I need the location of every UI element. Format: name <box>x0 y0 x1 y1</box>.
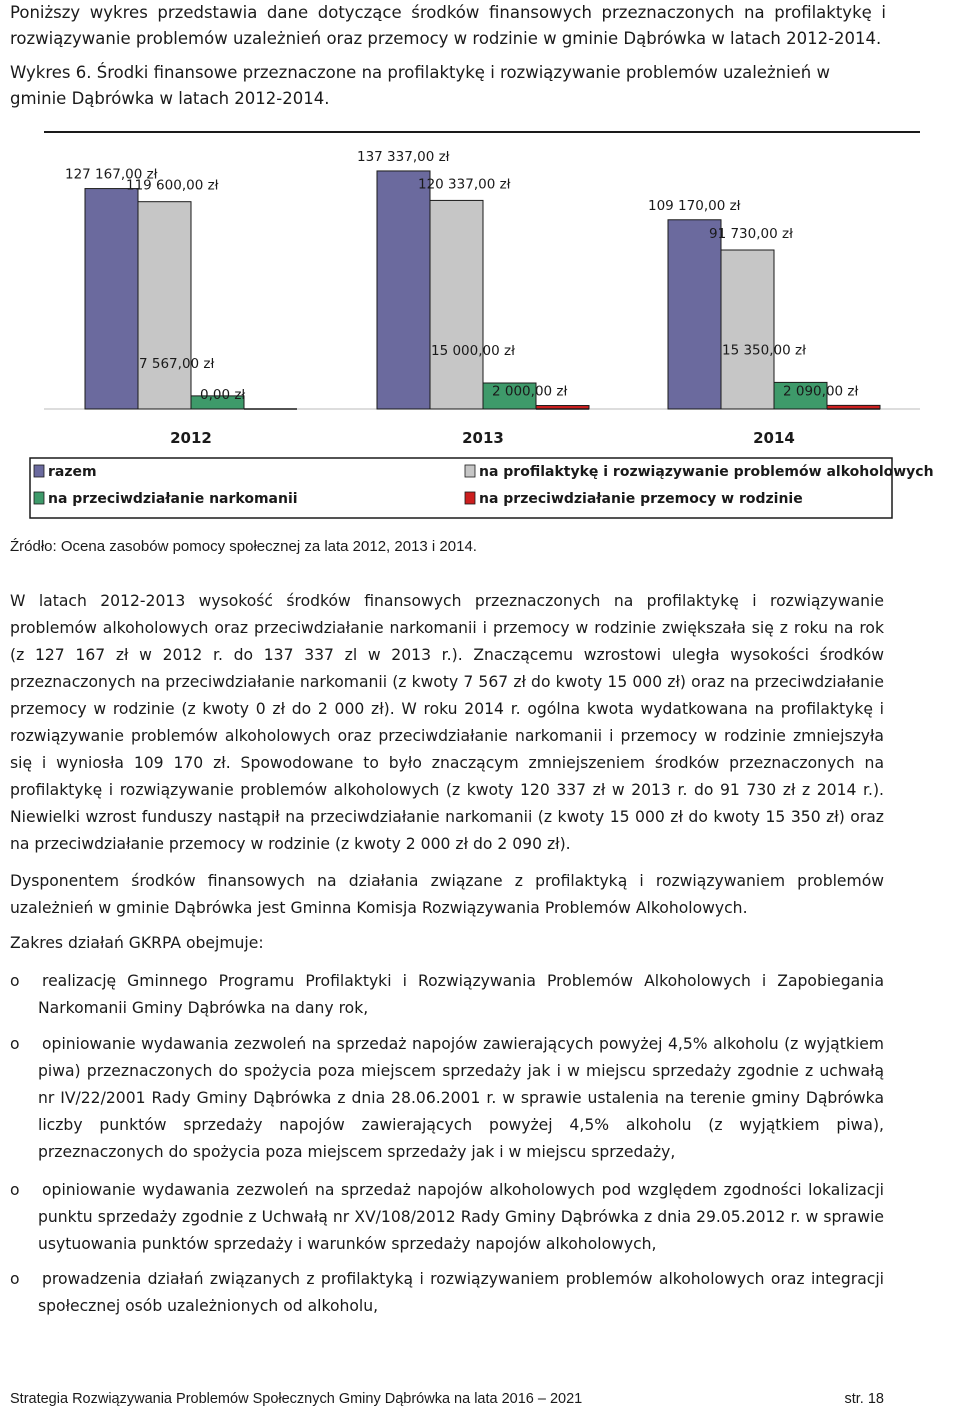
data-label-przemoc-2013: 2 000,00 zł <box>492 383 568 400</box>
x-tick-2012: 2012 <box>170 429 212 447</box>
paragraph-dysponent: Dysponentem środków finansowych na działania związane z profilaktyką i rozwiązywaniem problemów uzależnień w gminie Dąbrówka jest Gminna Komisja Rozwiązywania Problemów Alkoholowych. <box>10 872 884 917</box>
intro-paragraph: Poniższy wykres przedstawia dane dotyczące środków finansowych przeznaczonych na profilaktykę i rozwiązywanie problemów uzależnień oraz przemocy w rodzinie w gminie Dąbrówka w latach 2012-2014. <box>10 3 886 48</box>
list-bullet: o <box>10 1181 20 1199</box>
legend <box>34 464 934 507</box>
list-item <box>10 1266 884 1320</box>
data-label-przemoc-2012: 0,00 zł <box>200 387 246 403</box>
list-bullet: o <box>10 1270 20 1288</box>
bar-razem-2013 <box>377 171 430 409</box>
legend-swatch-przemoc <box>465 492 475 504</box>
list-item-text: opiniowanie wydawania zezwoleń na sprzedaż napojów zawierających powyżej 4,5% alkoholu (z wyjątkiem piwa) przeznaczonych do spożycia poza miejscem sprzedaży jak i w miejscu sprzedaży zgodnie z uchwałą nr IV/22/2001 Rady Gminy Dąbrówka z dnia 28.06.2001 r. w sprawie ustalenia na terenie gminy Dąbrówka liczby punktów sprzedaży napojów zawierających powyżej 4,5% alkoholu (z wyjątkiem piwa), przeznaczonych do spożycia poza miejscem sprzedaży jak i w miejscu sprzedaży, <box>38 1035 884 1161</box>
list-item-text: opiniowanie wydawania zezwoleń na sprzedaż napojów alkoholowych pod względem zgodności lokalizacji punktu sprzedaży zgodnie z Uchwałą nr XV/108/2012 Rady Gminy Dąbrówka z dnia 29.05.2012 r. w sprawie usytuowania punktów sprzedaży i warunków sprzedaży napojów alkoholowych, <box>38 1181 884 1253</box>
legend-label-przemoc: na przeciwdziałanie przemocy w rodzinie <box>479 491 803 507</box>
list-bullet: o <box>10 1035 20 1053</box>
bars-layer <box>85 171 880 409</box>
list-item-text: realizację Gminnego Programu Profilaktyki i Rozwiązywania Problemów Alkoholowych i Zapobiegania Narkomanii Gminy Dąbrówka na dany rok, <box>38 972 884 1017</box>
legend-swatch-alkohol <box>465 465 475 477</box>
data-label-narkomania-2014: 15 350,00 zł <box>722 342 806 359</box>
bar-alkohol-2014 <box>721 250 774 409</box>
list-item <box>10 1177 884 1258</box>
legend-label-narkomania: na przeciwdziałanie narkomanii <box>48 491 298 507</box>
legend-label-razem: razem <box>48 464 97 480</box>
list-item <box>10 968 884 1022</box>
list-item <box>10 1031 884 1166</box>
page-number: str. 18 <box>844 1391 884 1407</box>
chart-source: Źródło: Ocena zasobów pomocy społecznej za lata 2012, 2013 i 2014. <box>10 538 477 555</box>
bar-alkohol-2012 <box>138 202 191 409</box>
data-label-alkohol-2013: 120 337,00 zł <box>418 176 511 193</box>
x-tick-labels <box>170 429 795 447</box>
legend-swatch-razem <box>34 465 44 477</box>
data-label-narkomania-2013: 15 000,00 zł <box>431 343 515 359</box>
x-tick-2013: 2013 <box>462 429 504 447</box>
list-bullet: o <box>10 972 20 990</box>
bar-chart <box>0 128 960 528</box>
page-footer <box>10 1391 884 1407</box>
data-label-razem-2012: 127 167,00 zł <box>65 166 158 183</box>
data-label-narkomania-2012: 7 567,00 zł <box>139 355 215 372</box>
data-label-przemoc-2014: 2 090,00 zł <box>783 383 859 400</box>
paragraph-summary: W latach 2012-2013 wysokość środków finansowych przeznaczonych na profilaktykę i rozwiązywanie problemów alkoholowych oraz przeciwdziałanie narkomanii i przemocy w rodzinie zwiększała się z roku na rok (z 127 167 zł w 2012 r. do 137 337 zl w 2013 r.). Znaczącemu wzrostowi uległa wysokości środków przeznaczonych na przeciwdziałanie narkomanii (z kwoty 7 567 zł do kwoty 15 000 zł) oraz na przeciwdziałanie przemocy w rodzinie (z kwoty 0 zł do 2 000 zł). W roku 2014 r. ogólna kwota wydatkowana na profilaktykę i rozwiązywanie problemów alkoholowych oraz przeciwdziałanie narkomanii i przemocy w rodzinie zmniejszyła się i wyniosła 109 170 zł. Spowodowane to było znaczącym zmniejszeniem środków przeznaczonych na profilaktykę i rozwiązywanie problemów alkoholowych (z kwoty 120 337 zł w 2013 r. do 91 730 zł z 2014 r.). Niewielki wzrost funduszy nastąpił na przeciwdziałanie narkomanii (z kwoty 15 000 zł do kwoty 15 350 zł) oraz na przeciwdziałanie przemocy w rodzinie (z kwoty 2 000 zł do 2 090 zł). <box>10 592 884 853</box>
data-label-alkohol-2014: 91 730,00 zł <box>709 226 793 243</box>
chart-caption: Wykres 6. Środki finansowe przeznaczone na profilaktykę i rozwiązywanie problemów uzależnień w gminie Dąbrówka w latach 2012-2014. <box>10 63 830 108</box>
bar-razem-2012 <box>85 189 138 409</box>
bar-razem-2014 <box>668 220 721 409</box>
paragraph-scope-heading: Zakres działań GKRPA obejmuje: <box>10 934 264 952</box>
x-tick-2014: 2014 <box>753 429 795 447</box>
data-label-razem-2013: 137 337,00 zł <box>357 148 450 165</box>
footer-title: Strategia Rozwiązywania Problemów Społecznych Gminy Dąbrówka na lata 2016 – 2021 <box>10 1391 583 1407</box>
legend-swatch-narkomania <box>34 492 44 504</box>
data-label-razem-2014: 109 170,00 zł <box>648 197 741 214</box>
legend-label-alkohol: na profilaktykę i rozwiązywanie problemów alkoholowych <box>479 464 934 480</box>
data-label-alkohol-2012: 119 600,00 zł <box>126 177 219 194</box>
bar-alkohol-2013 <box>430 200 483 409</box>
list-item-text: prowadzenia działań związanych z profilaktyką i rozwiązywaniem problemów alkoholowych oraz integracji społecznej osób uzależnionych od alkoholu, <box>38 1270 884 1315</box>
